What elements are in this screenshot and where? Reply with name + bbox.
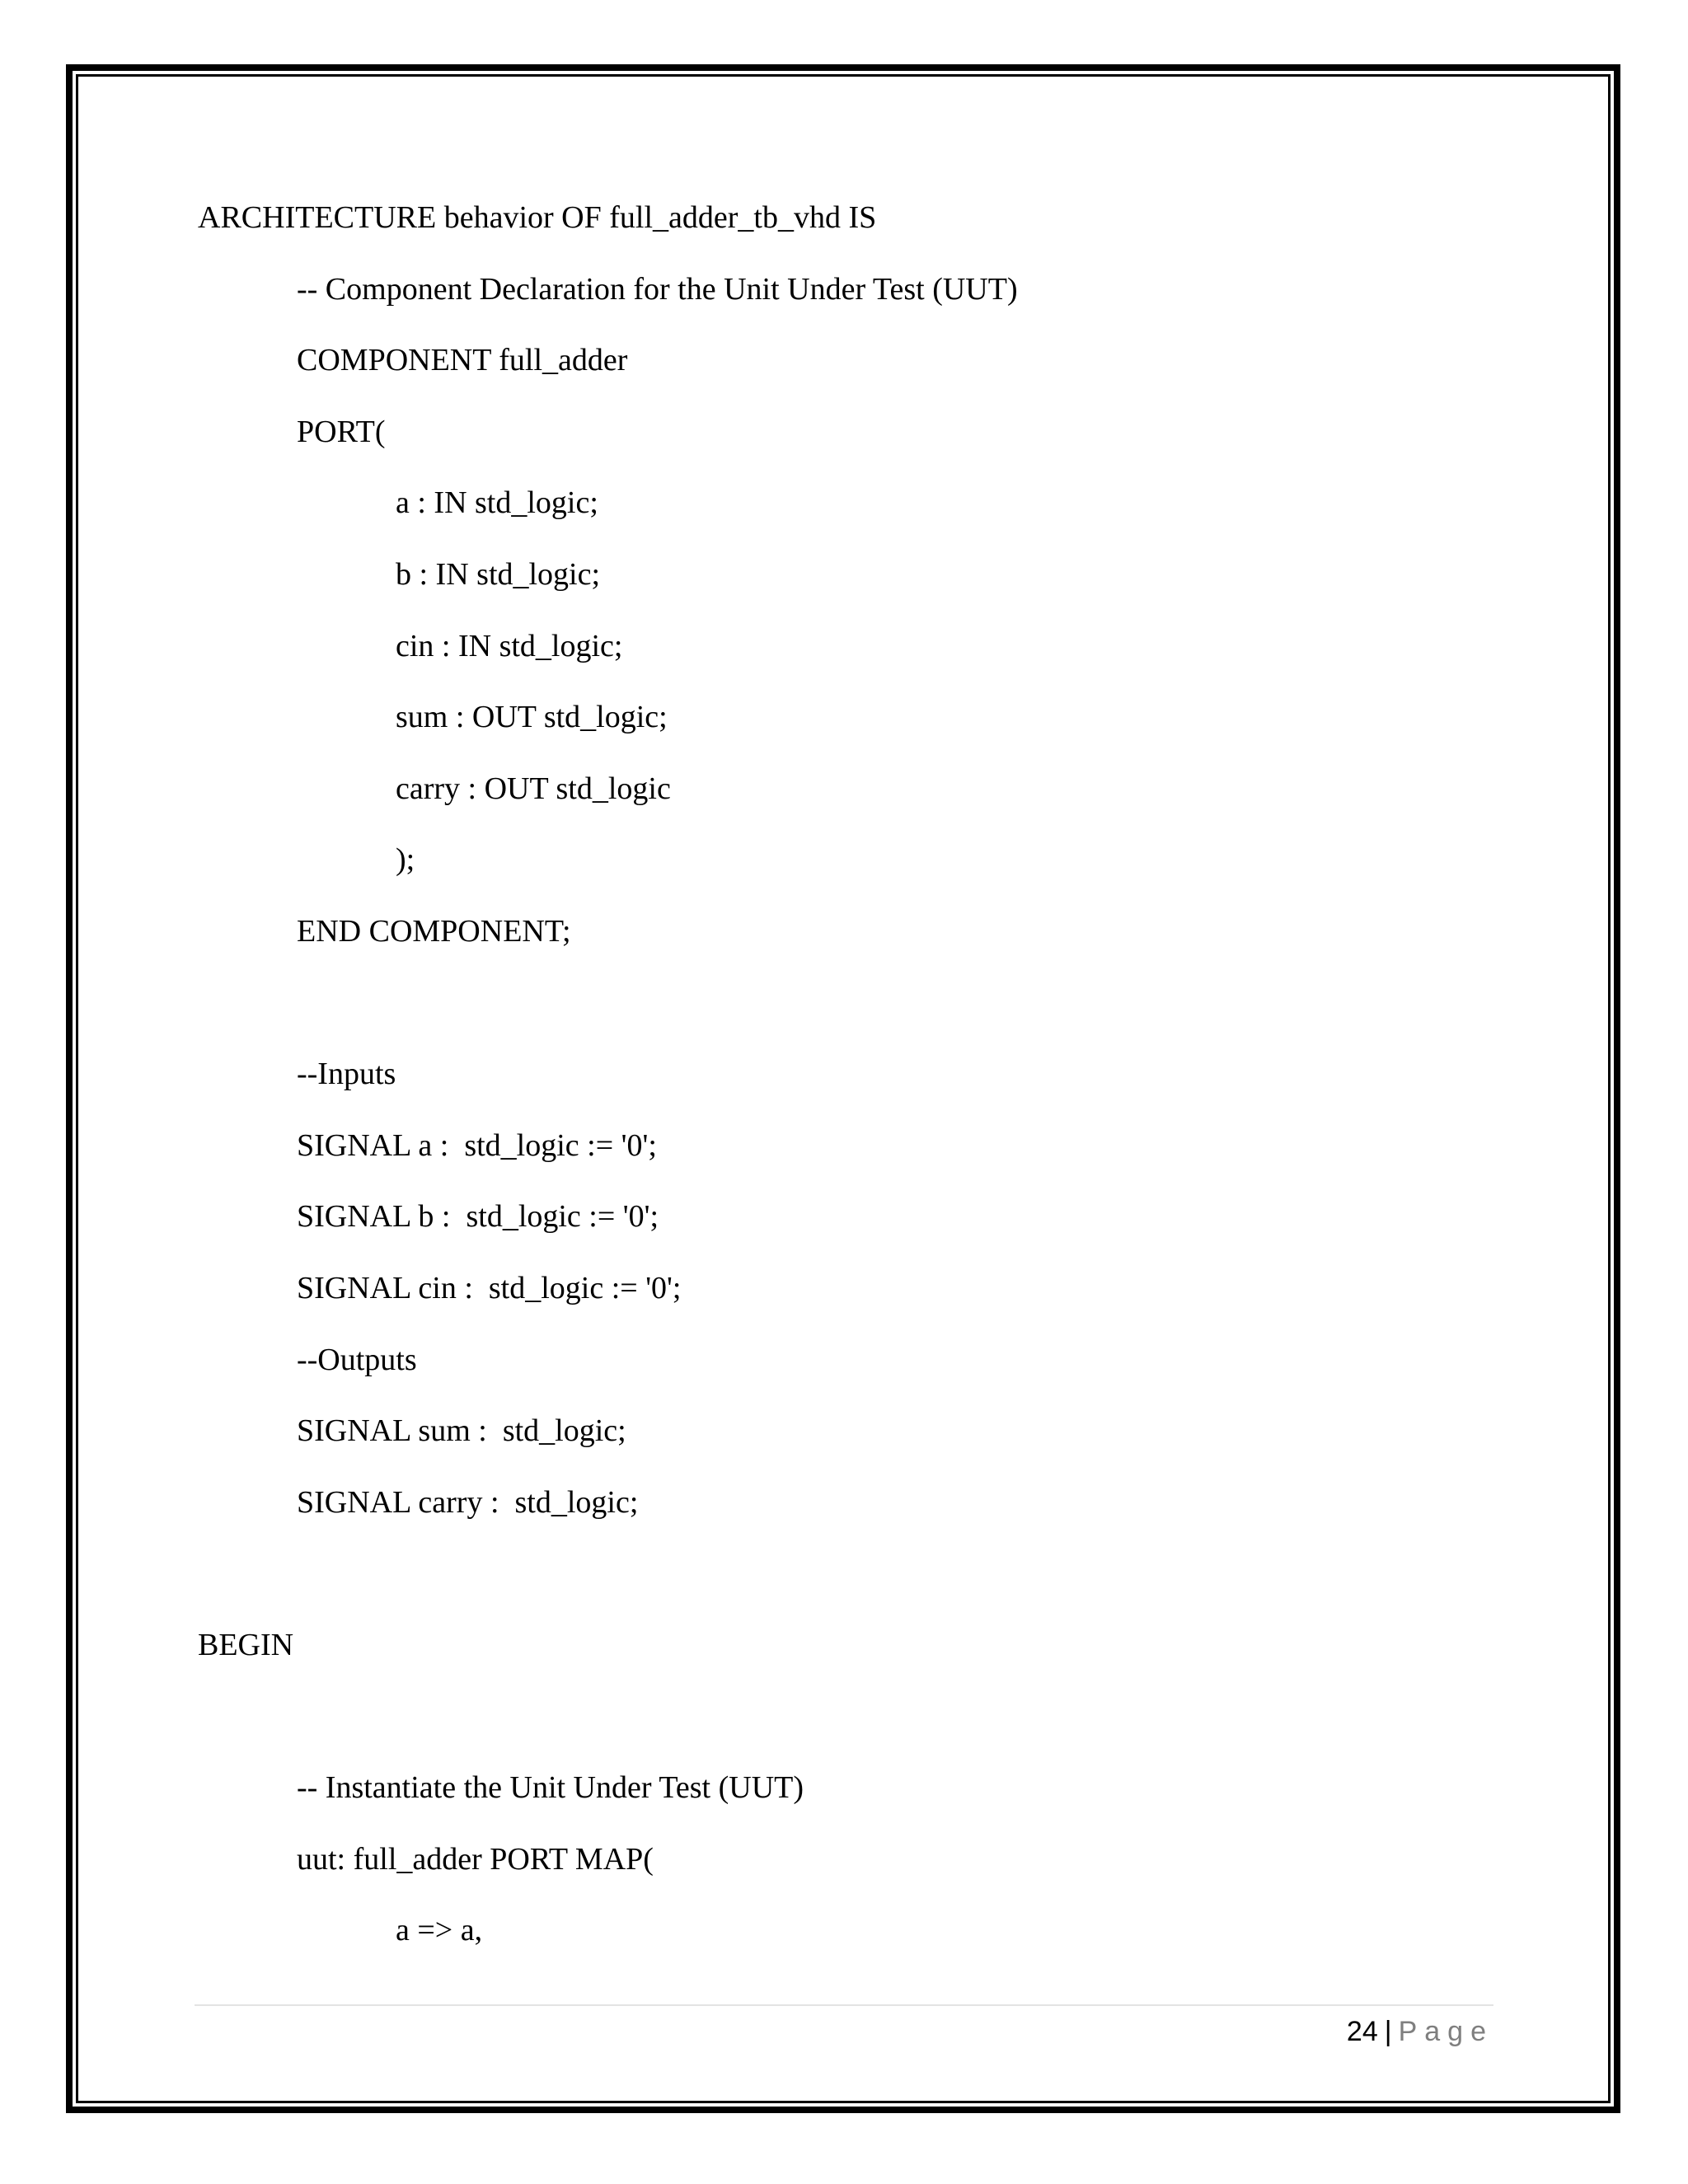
code-line: SIGNAL b : std_logic := '0'; bbox=[297, 1199, 659, 1235]
page-label: Page bbox=[1398, 2016, 1493, 2047]
code-line: PORT( bbox=[297, 414, 386, 449]
code-line: SIGNAL cin : std_logic := '0'; bbox=[297, 1270, 682, 1305]
code-listing bbox=[198, 191, 1517, 1975]
code-line: SIGNAL sum : std_logic; bbox=[297, 1413, 626, 1449]
code-line: a : IN std_logic; bbox=[396, 485, 598, 521]
code-line: ); bbox=[396, 842, 415, 878]
code-line: uut: full_adder PORT MAP( bbox=[297, 1841, 654, 1877]
code-line: SIGNAL a : std_logic := '0'; bbox=[297, 1127, 657, 1163]
code-line: -- Instantiate the Unit Under Test (UUT) bbox=[297, 1770, 804, 1806]
code-line: SIGNAL carry : std_logic; bbox=[297, 1484, 639, 1520]
page-number: 24 bbox=[1346, 2016, 1378, 2047]
code-line: sum : OUT std_logic; bbox=[396, 700, 668, 735]
blank-line bbox=[198, 1690, 1517, 1761]
code-line: b : IN std_logic; bbox=[396, 556, 601, 592]
footer-rule bbox=[195, 2004, 1493, 2006]
code-line: --Inputs bbox=[297, 1057, 396, 1092]
code-line: ARCHITECTURE behavior OF full_adder_tb_vhd IS bbox=[198, 200, 877, 235]
code-line: a => a, bbox=[396, 1913, 483, 1948]
code-line: BEGIN bbox=[198, 1627, 294, 1662]
blank-line bbox=[198, 977, 1517, 1048]
code-line: cin : IN std_logic; bbox=[396, 628, 623, 663]
footer-separator: | bbox=[1384, 2016, 1392, 2047]
code-line: carry : OUT std_logic bbox=[396, 771, 671, 806]
blank-line bbox=[198, 1547, 1517, 1619]
code-line: COMPONENT full_adder bbox=[297, 343, 628, 378]
code-line: END COMPONENT; bbox=[297, 913, 571, 949]
code-line: --Outputs bbox=[297, 1342, 417, 1377]
code-line: -- Component Declaration for the Unit Under Test (UUT) bbox=[297, 271, 1018, 307]
page-footer bbox=[1347, 2011, 1493, 2052]
